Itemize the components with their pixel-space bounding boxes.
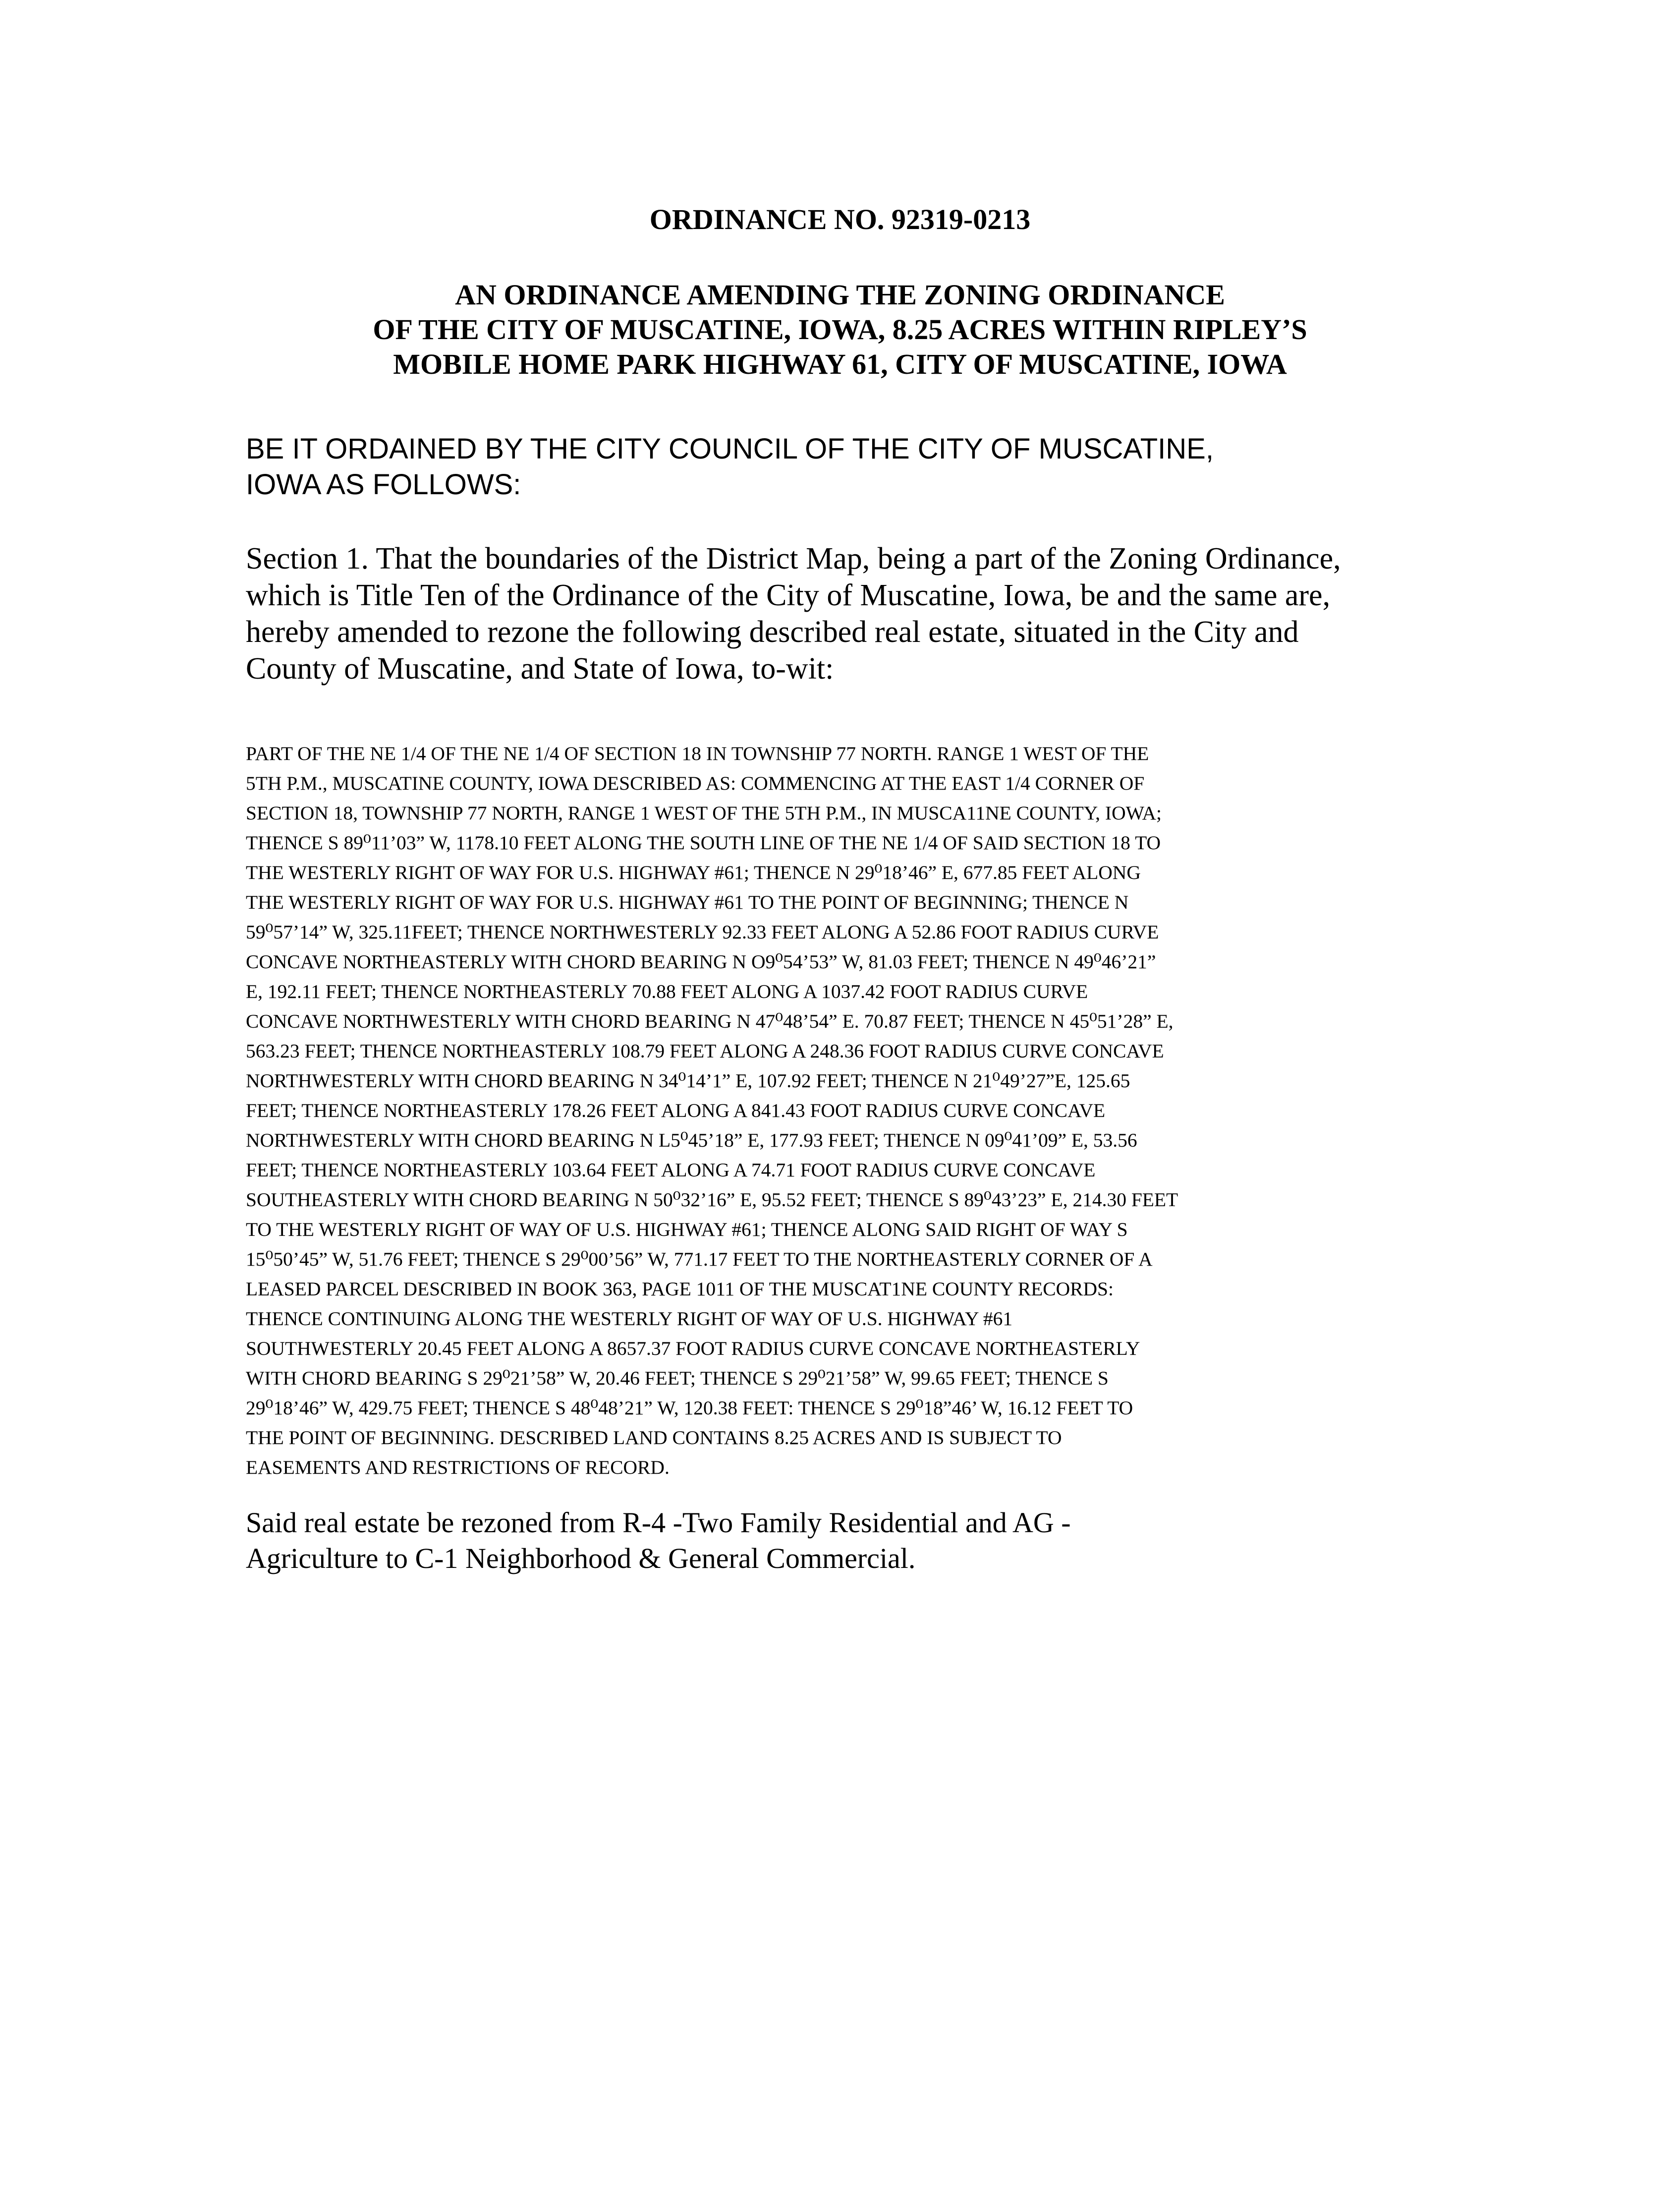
section-1-line: which is Title Ten of the Ordinance of the City of Muscatine, Iowa, be and the same are,: [246, 578, 1331, 612]
section-1-paragraph: [246, 540, 1470, 687]
legal-description: [246, 739, 1465, 1482]
legal-line: SOUTHWESTERLY 20.45 FEET ALONG A 8657.37 FOOT RADIUS CURVE CONCAVE NORTHEASTERLY: [246, 1337, 1140, 1359]
legal-line: WITH CHORD BEARING S 29⁰21’58” W, 20.46 FEET; THENCE S 29⁰21’58” W, 99.65 FEET; THENCE S: [246, 1367, 1109, 1389]
rezone-line: Said real estate be rezoned from R-4 -Two Family Residential and AG -: [246, 1506, 1071, 1539]
legal-line: FEET; THENCE NORTHEASTERLY 178.26 FEET ALONG A 841.43 FOOT RADIUS CURVE CONCAVE: [246, 1099, 1106, 1121]
legal-line: SECTION 18, TOWNSHIP 77 NORTH, RANGE 1 WEST OF THE 5TH P.M., IN MUSCA11NE COUNTY, IOWA;: [246, 802, 1162, 824]
legal-line: 59⁰57’14” W, 325.11FEET; THENCE NORTHWESTERLY 92.33 FEET ALONG A 52.86 FOOT RADIUS CURVE: [246, 921, 1159, 943]
legal-line: E, 192.11 FEET; THENCE NORTHEASTERLY 70.88 FEET ALONG A 1037.42 FOOT RADIUS CURVE: [246, 981, 1088, 1002]
legal-line: 29⁰18’46” W, 429.75 FEET; THENCE S 48⁰48’21” W, 120.38 FEET: THENCE S 29⁰18”46’ W, 16.12 FEET TO: [246, 1397, 1133, 1419]
section-1-line: hereby amended to rezone the following described real estate, situated in the City and: [246, 615, 1299, 649]
legal-line: NORTHWESTERLY WITH CHORD BEARING N 34⁰14’1” E, 107.92 FEET; THENCE N 21⁰49’27”E, 125.65: [246, 1070, 1130, 1092]
legal-line: THE WESTERLY RIGHT OF WAY FOR U.S. HIGHWAY #61; THENCE N 29⁰18’46” E, 677.85 FEET ALONG: [246, 862, 1141, 883]
legal-line: THENCE CONTINUING ALONG THE WESTERLY RIGHT OF WAY OF U.S. HIGHWAY #61: [246, 1308, 1013, 1329]
legal-line: THENCE S 89⁰11’03” W, 1178.10 FEET ALONG THE SOUTH LINE OF THE NE 1/4 OF SAID SECTION 18 TO: [246, 832, 1161, 854]
rezone-paragraph: [246, 1505, 1386, 1576]
legal-line: EASEMENTS AND RESTRICTIONS OF RECORD.: [246, 1456, 670, 1478]
legal-line: 15⁰50’45” W, 51.76 FEET; THENCE S 29⁰00’56” W, 771.17 FEET TO THE NORTHEASTERLY CORNER OF A: [246, 1248, 1153, 1270]
legal-line: THE WESTERLY RIGHT OF WAY FOR U.S. HIGHWAY #61 TO THE POINT OF BEGINNING; THENCE N: [246, 891, 1129, 913]
rezone-line: Agriculture to C-1 Neighborhood & General Commercial.: [246, 1542, 916, 1574]
legal-line: CONCAVE NORTHEASTERLY WITH CHORD BEARING N O9⁰54’53” W, 81.03 FEET; THENCE N 49⁰46’21”: [246, 951, 1156, 973]
legal-line: CONCAVE NORTHWESTERLY WITH CHORD BEARING N 47⁰48’54” E. 70.87 FEET; THENCE N 45⁰51’28” E,: [246, 1010, 1174, 1032]
legal-line: SOUTHEASTERLY WITH CHORD BEARING N 50⁰32’16” E, 95.52 FEET; THENCE S 89⁰43’23” E, 214.30 FEET: [246, 1189, 1178, 1211]
legal-line: 5TH P.M., MUSCATINE COUNTY, IOWA DESCRIBED AS: COMMENCING AT THE EAST 1/4 CORNER OF: [246, 772, 1145, 794]
legal-line: LEASED PARCEL DESCRIBED IN BOOK 363, PAGE 1011 OF THE MUSCAT1NE COUNTY RECORDS:: [246, 1278, 1114, 1300]
section-1-line: Section 1. That the boundaries of the District Map, being a part of the Zoning Ordinance,: [246, 542, 1341, 576]
ordained-line: BE IT ORDAINED BY THE CITY COUNCIL OF THE CITY OF MUSCATINE,: [246, 433, 1214, 465]
ordinance-title: [0, 278, 1680, 382]
legal-line: 563.23 FEET; THENCE NORTHEASTERLY 108.79 FEET ALONG A 248.36 FOOT RADIUS CURVE CONCAVE: [246, 1040, 1164, 1062]
title-line: MOBILE HOME PARK HIGHWAY 61, CITY OF MUSCATINE, IOWA: [393, 348, 1287, 380]
ordained-line: IOWA AS FOLLOWS:: [246, 468, 521, 501]
legal-line: TO THE WESTERLY RIGHT OF WAY OF U.S. HIGHWAY #61; THENCE ALONG SAID RIGHT OF WAY S: [246, 1218, 1128, 1240]
legal-line: NORTHWESTERLY WITH CHORD BEARING N L5⁰45’18” E, 177.93 FEET; THENCE N 09⁰41’09” E, 53.56: [246, 1129, 1137, 1151]
legal-line: THE POINT OF BEGINNING. DESCRIBED LAND CONTAINS 8.25 ACRES AND IS SUBJECT TO: [246, 1427, 1062, 1448]
section-1-line: County of Muscatine, and State of Iowa, to-wit:: [246, 652, 834, 686]
legal-line: FEET; THENCE NORTHEASTERLY 103.64 FEET ALONG A 74.71 FOOT RADIUS CURVE CONCAVE: [246, 1159, 1096, 1181]
legal-line: PART OF THE NE 1/4 OF THE NE 1/4 OF SECTION 18 IN TOWNSHIP 77 NORTH. RANGE 1 WEST OF THE: [246, 743, 1149, 764]
title-line: OF THE CITY OF MUSCATINE, IOWA, 8.25 ACRES WITHIN RIPLEY’S: [373, 313, 1307, 346]
ordained-clause: [246, 431, 1485, 503]
title-line: AN ORDINANCE AMENDING THE ZONING ORDINANCE: [455, 279, 1225, 311]
ordinance-number: ORDINANCE NO. 92319-0213: [649, 203, 1031, 235]
